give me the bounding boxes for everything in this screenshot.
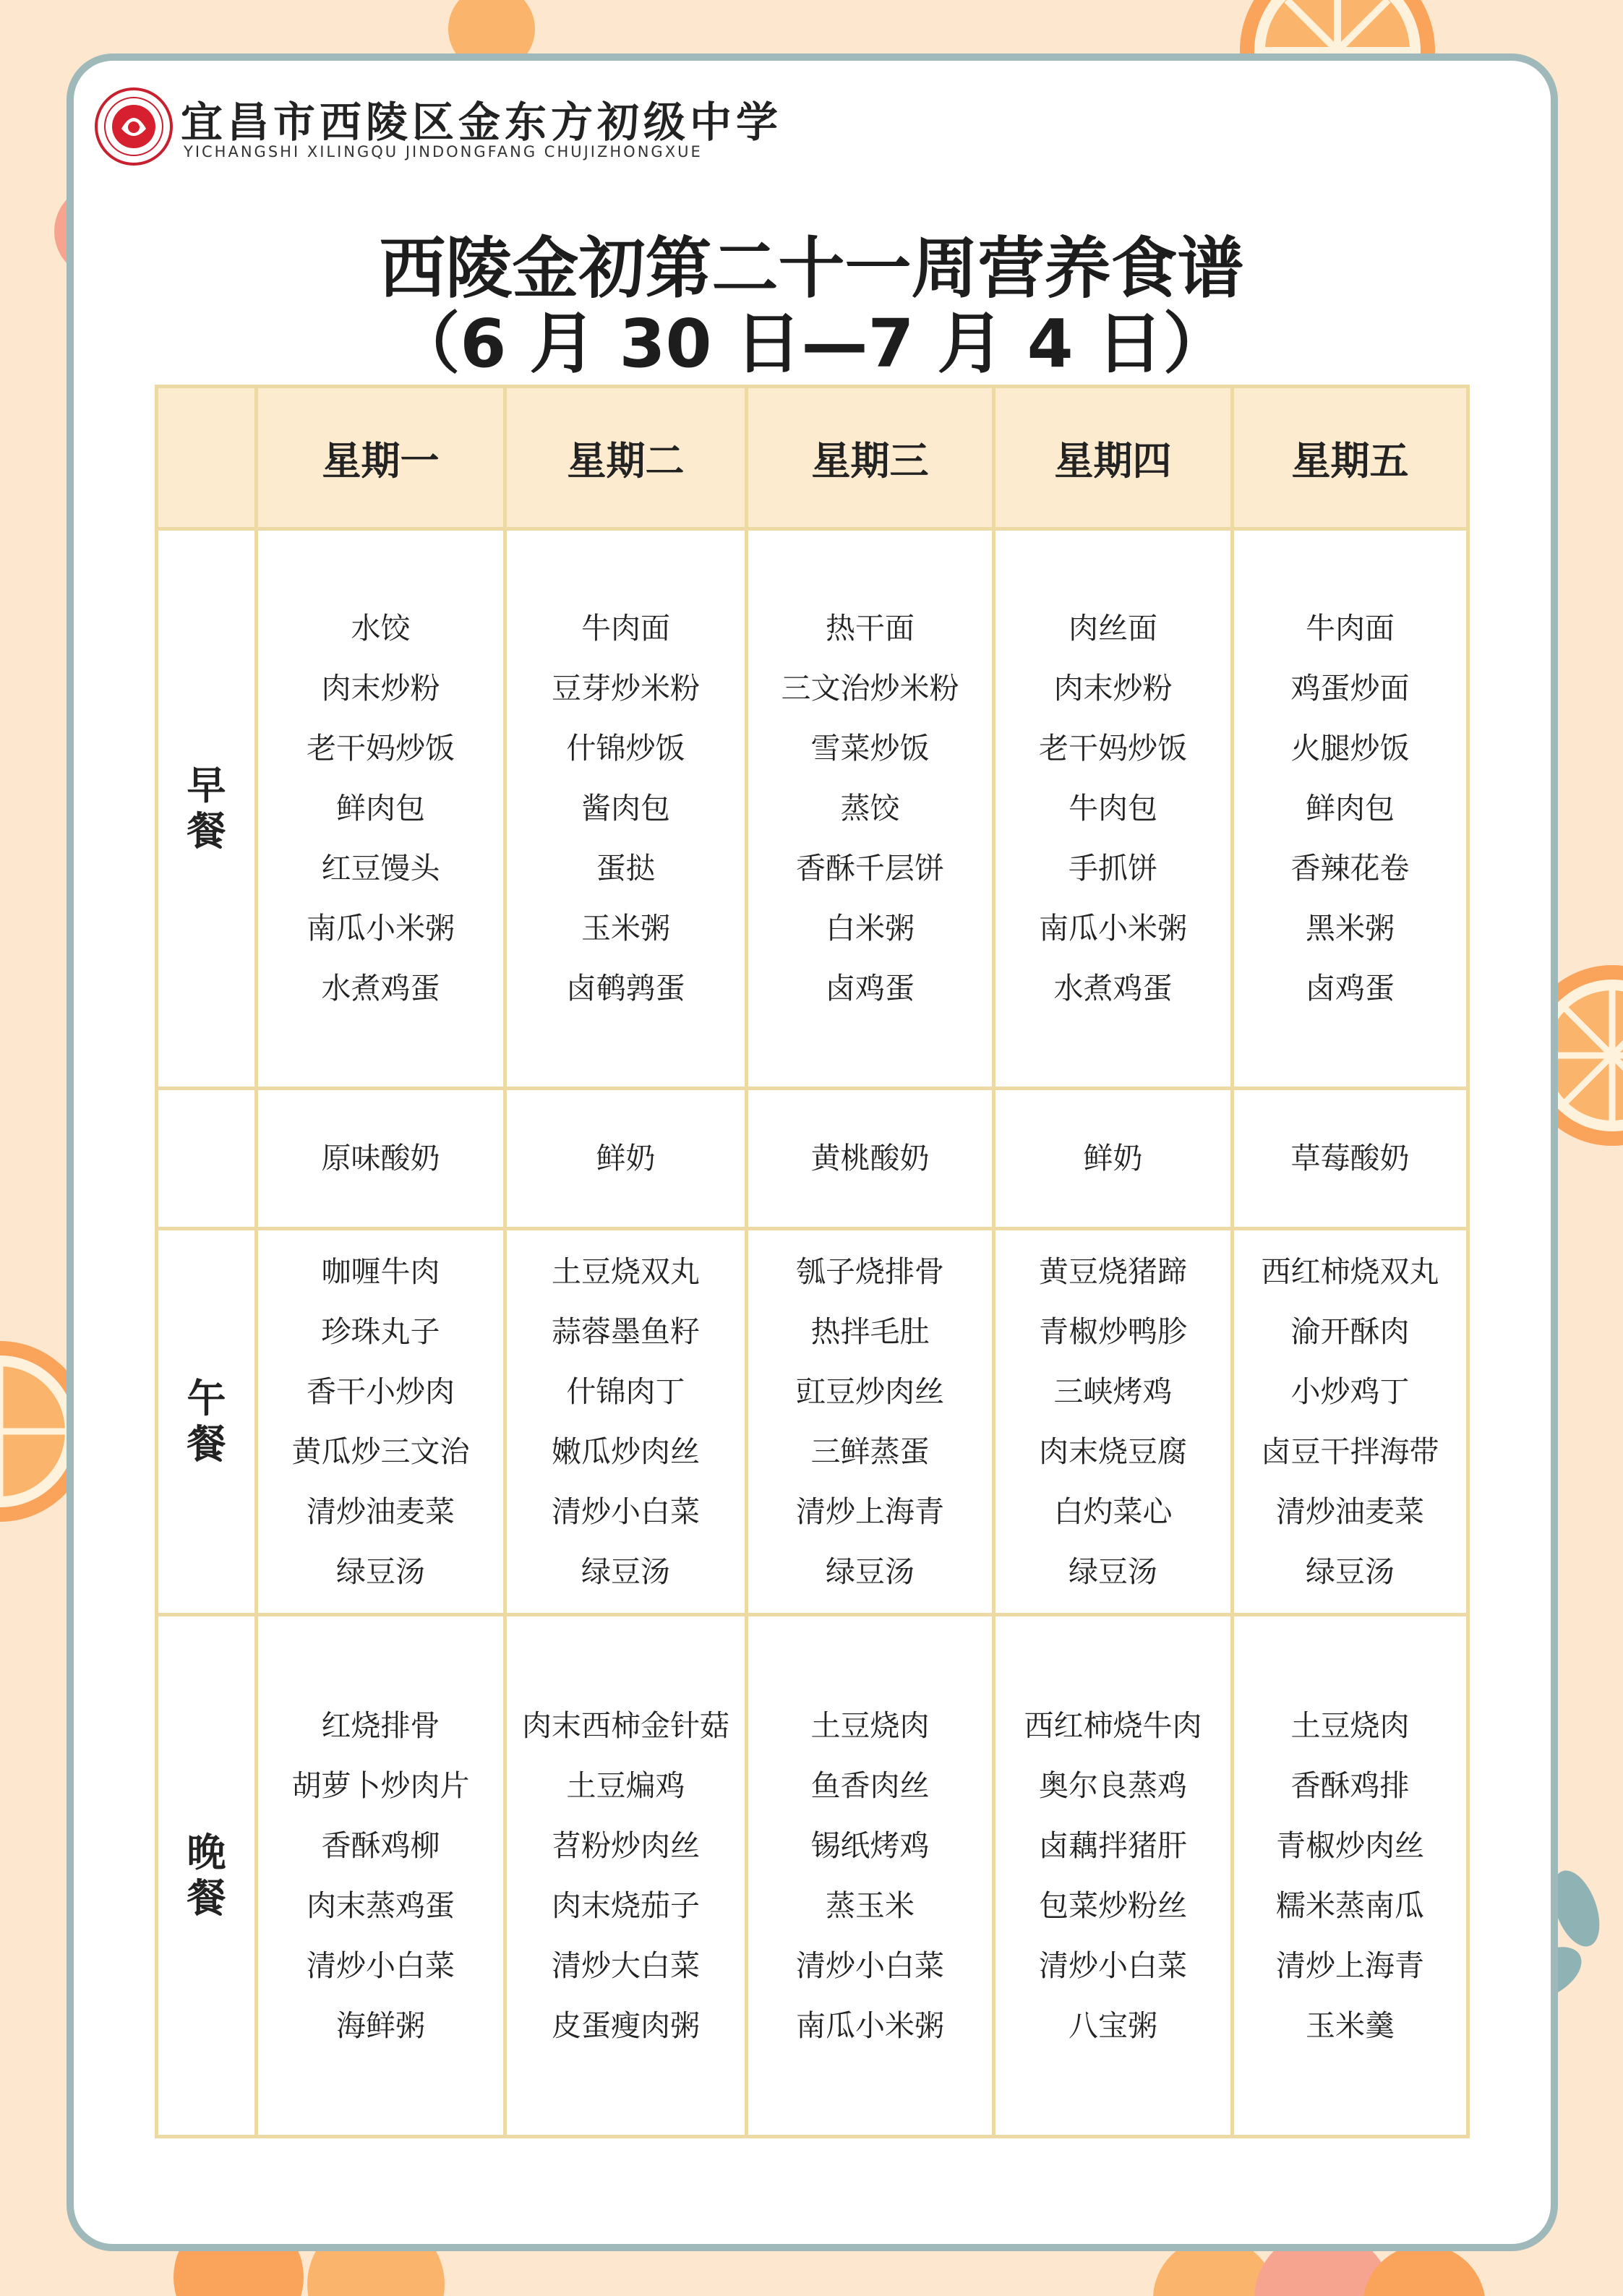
dish-item: 南瓜小米粥	[1039, 911, 1187, 946]
dish-list	[995, 1242, 1230, 1602]
dish-item: 肉末炒粉	[321, 671, 440, 706]
dish-list	[258, 599, 503, 1019]
dish-cell	[747, 529, 994, 1089]
dish-item: 蛋挞	[596, 851, 656, 886]
dish-item: 土豆烧肉	[810, 1708, 930, 1743]
dish-list	[258, 1242, 503, 1602]
dish-item: 清炒油麦菜	[1276, 1494, 1424, 1529]
dish-cell	[994, 1229, 1233, 1615]
meal-name-char: 早	[187, 763, 226, 809]
meal-name-cell	[157, 1089, 257, 1229]
dish-item: 黑米粥	[1306, 911, 1395, 946]
breakfast-row	[157, 529, 1468, 1089]
dish-cell	[505, 1089, 747, 1229]
dish-item: 西红柿烧牛肉	[1024, 1708, 1202, 1743]
dish-item: 清炒小白菜	[796, 1948, 944, 1983]
dish-item: 香干小炒肉	[307, 1374, 455, 1409]
meal-name-cell	[157, 529, 257, 1089]
dish-item: 南瓜小米粥	[796, 2008, 944, 2043]
meal-name-char: 餐	[187, 1875, 226, 1921]
dish-item: 火腿炒饭	[1290, 731, 1410, 766]
dish-list	[507, 1696, 745, 2056]
dish-list	[748, 1242, 992, 1602]
dish-item: 清炒油麦菜	[307, 1494, 455, 1529]
dish-item: 原味酸奶	[321, 1141, 440, 1175]
dish-item: 红豆馒头	[321, 851, 440, 886]
dish-list	[1234, 1128, 1466, 1188]
dish-item: 香辣花卷	[1290, 851, 1410, 886]
dish-list	[748, 1696, 992, 2056]
dish-item: 鲜肉包	[336, 791, 425, 826]
dish-cell	[257, 1229, 505, 1615]
dish-item: 清炒小白菜	[552, 1494, 700, 1529]
dish-item: 肉末西柿金针菇	[522, 1708, 729, 1743]
weekly-menu-table	[155, 385, 1470, 2138]
day-header: 星期三	[747, 387, 994, 529]
dish-item: 鲜奶	[1083, 1141, 1143, 1175]
dinner-row	[157, 1615, 1468, 2137]
dish-item: 清炒上海青	[1276, 1948, 1424, 1983]
meal-name-char: 餐	[187, 1421, 226, 1467]
dish-list	[1234, 599, 1466, 1019]
dish-item: 瓠子烧排骨	[796, 1254, 944, 1289]
dish-item: 酱肉包	[581, 791, 670, 826]
dish-item: 豇豆炒肉丝	[796, 1374, 944, 1409]
dish-item: 玉米粥	[581, 911, 670, 946]
dish-list	[1234, 1696, 1466, 2056]
dish-item: 清炒小白菜	[307, 1948, 455, 1983]
dish-item: 热拌毛肚	[810, 1314, 930, 1349]
day-header: 星期四	[994, 387, 1233, 529]
dish-item: 卤藕拌猪肝	[1039, 1828, 1187, 1863]
dish-item: 八宝粥	[1069, 2008, 1157, 2043]
dish-item: 锡纸烤鸡	[810, 1828, 930, 1863]
dish-item: 土豆烧肉	[1290, 1708, 1410, 1743]
dish-item: 绿豆汤	[581, 1554, 670, 1589]
dish-item: 清炒小白菜	[1039, 1948, 1187, 1983]
dish-item: 黄豆烧猪蹄	[1039, 1254, 1187, 1289]
dish-item: 水煮鸡蛋	[1053, 971, 1173, 1006]
dish-cell	[257, 529, 505, 1089]
dish-item: 卤鸡蛋	[1306, 971, 1395, 1006]
dish-item: 绿豆汤	[336, 1554, 425, 1589]
dish-item: 红烧排骨	[321, 1708, 440, 1743]
dish-cell	[505, 529, 747, 1089]
dish-item: 蒜蓉墨鱼籽	[552, 1314, 700, 1349]
dish-list	[1234, 1242, 1466, 1602]
dish-item: 肉末烧茄子	[552, 1888, 700, 1923]
dish-item: 卤鸡蛋	[826, 971, 915, 1006]
school-emblem-icon	[94, 87, 174, 166]
meal-name-char: 餐	[187, 808, 226, 854]
dish-cell	[994, 1615, 1233, 2137]
lunch-row	[157, 1229, 1468, 1615]
dish-item: 包菜炒粉丝	[1039, 1888, 1187, 1923]
dish-item: 三峡烤鸡	[1053, 1374, 1173, 1409]
dish-item: 咖喱牛肉	[321, 1254, 440, 1289]
meal-name-char: 午	[187, 1376, 226, 1422]
dish-item: 白灼菜心	[1053, 1494, 1173, 1529]
dish-item: 豆芽炒米粉	[552, 671, 700, 706]
dish-list	[507, 1128, 745, 1188]
dish-cell	[257, 1089, 505, 1229]
dish-item: 玉米羹	[1306, 2008, 1395, 2043]
day-header: 星期一	[257, 387, 505, 529]
dish-item: 手抓饼	[1069, 851, 1157, 886]
dish-item: 南瓜小米粥	[307, 911, 455, 946]
page-title: 西陵金初第二十一周营养食谱	[379, 230, 1244, 307]
school-name-chinese: 宜昌市西陵区金东方初级中学	[181, 98, 783, 147]
dish-item: 皮蛋瘦肉粥	[552, 2008, 700, 2043]
dish-item: 鸡蛋炒面	[1290, 671, 1410, 706]
dish-item: 卤鹌鹑蛋	[566, 971, 685, 1006]
dish-item: 小炒鸡丁	[1290, 1374, 1410, 1409]
dish-item: 青椒炒肉丝	[1276, 1828, 1424, 1863]
dish-item: 渝开酥肉	[1290, 1314, 1410, 1349]
dish-list	[507, 1242, 745, 1602]
meal-name-cell	[157, 1615, 257, 2137]
dish-item: 青椒炒鸭胗	[1039, 1314, 1187, 1349]
dish-item: 三鲜蒸蛋	[810, 1434, 930, 1469]
dish-list	[995, 599, 1230, 1019]
dish-item: 肉末烧豆腐	[1039, 1434, 1187, 1469]
dish-cell	[1233, 1615, 1468, 2137]
dish-item: 雪菜炒饭	[810, 731, 930, 766]
dish-item: 肉末炒粉	[1053, 671, 1173, 706]
dish-list	[748, 599, 992, 1019]
dish-item: 胡萝卜炒肉片	[291, 1768, 470, 1803]
dish-item: 草莓酸奶	[1290, 1141, 1410, 1175]
dish-item: 老干妈炒饭	[1039, 731, 1187, 766]
dish-item: 珍珠丸子	[321, 1314, 440, 1349]
dish-item: 白米粥	[826, 911, 915, 946]
dish-item: 土豆煸鸡	[566, 1768, 685, 1803]
dish-item: 鲜奶	[596, 1141, 656, 1175]
dish-cell	[1233, 1089, 1468, 1229]
dish-list	[995, 1128, 1230, 1188]
dish-item: 蒸饺	[840, 791, 900, 826]
dish-item: 黄瓜炒三文治	[291, 1434, 470, 1469]
dish-item: 香酥千层饼	[796, 851, 944, 886]
day-header: 星期五	[1233, 387, 1468, 529]
dish-list	[748, 1128, 992, 1188]
dish-item: 肉末蒸鸡蛋	[307, 1888, 455, 1923]
dish-item: 绿豆汤	[1069, 1554, 1157, 1589]
dish-item: 热干面	[826, 611, 915, 646]
dish-item: 糯米蒸南瓜	[1276, 1888, 1424, 1923]
dish-item: 苕粉炒肉丝	[552, 1828, 700, 1863]
dish-cell	[994, 529, 1233, 1089]
dish-item: 黄桃酸奶	[810, 1141, 930, 1175]
dish-item: 西红柿烧双丸	[1261, 1254, 1439, 1289]
dish-item: 土豆烧双丸	[552, 1254, 700, 1289]
dish-item: 蒸玉米	[826, 1888, 915, 1923]
dish-item: 香酥鸡排	[1290, 1768, 1410, 1803]
dish-item: 香酥鸡柳	[321, 1828, 440, 1863]
dish-cell	[994, 1089, 1233, 1229]
dish-item: 牛肉面	[1306, 611, 1395, 646]
dish-item: 绿豆汤	[826, 1554, 915, 1589]
dish-cell	[747, 1615, 994, 2137]
dish-item: 清炒上海青	[796, 1494, 944, 1529]
dish-item: 牛肉包	[1069, 791, 1157, 826]
dish-item: 清炒大白菜	[552, 1948, 700, 1983]
dish-item: 水煮鸡蛋	[321, 971, 440, 1006]
dish-item: 老干妈炒饭	[307, 731, 455, 766]
dish-item: 什锦肉丁	[566, 1374, 685, 1409]
dish-cell	[1233, 529, 1468, 1089]
meal-name-char: 晚	[187, 1830, 226, 1876]
school-name-pinyin: YICHANGSHI XILINGQU JINDONGFANG CHUJIZHONGXUE	[184, 143, 703, 160]
dish-cell	[505, 1229, 747, 1615]
dish-item: 肉丝面	[1069, 611, 1157, 646]
dish-cell	[747, 1089, 994, 1229]
dish-item: 什锦炒饭	[566, 731, 685, 766]
header-corner-cell	[157, 387, 257, 529]
dish-cell	[747, 1229, 994, 1615]
dish-item: 绿豆汤	[1306, 1554, 1395, 1589]
dish-item: 牛肉面	[581, 611, 670, 646]
dish-item: 鱼香肉丝	[810, 1768, 930, 1803]
dish-item: 海鲜粥	[336, 2008, 425, 2043]
dish-list	[258, 1128, 503, 1188]
table-header-row	[157, 387, 1468, 529]
milk-row	[157, 1089, 1468, 1229]
dish-item: 嫩瓜炒肉丝	[552, 1434, 700, 1469]
dish-item: 奥尔良蒸鸡	[1039, 1768, 1187, 1803]
dish-item: 鲜肉包	[1306, 791, 1395, 826]
dish-list	[507, 599, 745, 1019]
dish-item: 卤豆干拌海带	[1261, 1434, 1439, 1469]
dish-list	[258, 1696, 503, 2056]
dish-list	[995, 1696, 1230, 2056]
dish-item: 三文治炒米粉	[781, 671, 959, 706]
dish-cell	[505, 1615, 747, 2137]
meal-name-cell	[157, 1229, 257, 1615]
date-range: （6 月 30 日—7 月 4 日）	[393, 305, 1230, 382]
day-header: 星期二	[505, 387, 747, 529]
dish-cell	[1233, 1229, 1468, 1615]
dish-cell	[257, 1615, 505, 2137]
dish-item: 水饺	[351, 611, 411, 646]
